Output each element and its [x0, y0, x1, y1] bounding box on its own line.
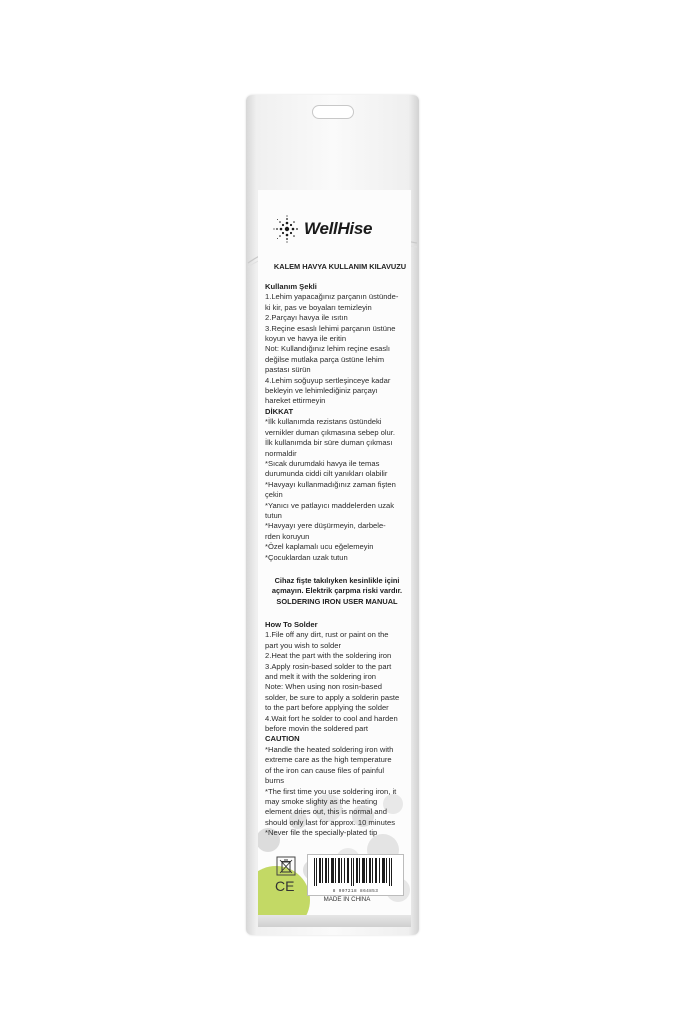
usage-line-tr: 2.Parçayı havya ile ısıtın	[265, 313, 348, 323]
usage-line-en: 3.Apply rosin-based solder to the part	[265, 661, 392, 671]
usage-line-tr: bekleyin ve lehimlediğiniz parçayı	[265, 386, 378, 396]
usage-line-en: 4.Wait fort he solder to cool and harden	[265, 713, 398, 723]
caution-line-en: *The first time you use soldering iron, it	[265, 786, 397, 796]
usage-line-tr: 1.Lehim yapacağınız parçanın üstünde-	[265, 292, 399, 302]
usage-section-tr	[265, 282, 413, 563]
usage-line-en: before movin the soldered part	[265, 724, 368, 734]
usage-line-en: solder, be sure to apply a solderin paste	[265, 692, 400, 702]
notice-line: açmayın. Elektrik çarpma riski vardır.	[271, 586, 403, 596]
warning-line-tr: rden koruyun	[265, 531, 310, 541]
brand-logo	[272, 212, 412, 246]
warning-line-tr: vernikler duman çıkmasına sebep olur.	[265, 427, 396, 437]
caution-line-en: burns	[265, 776, 284, 786]
caution-line-en: of the iron can cause files of painful	[265, 765, 385, 775]
usage-line-tr: 3.Reçine esaslı lehimi parçanın üstüne	[265, 323, 396, 333]
barcode-bars	[308, 855, 403, 887]
caution-line-en: *Handle the heated soldering iron with	[265, 744, 394, 754]
caution-line-en: extreme care as the high temperature	[265, 755, 392, 765]
usage-line-tr: değilse mutlaka parça üstüne lehim	[265, 354, 385, 364]
caution-line-en: should only last for approx. 10 minutes	[265, 817, 396, 827]
warning-line-tr: *Havyayı yere düşürmeyin, darbele-	[265, 521, 386, 531]
usage-line-tr: koyun ve havya ile eritin	[265, 334, 347, 344]
bottom-strip	[258, 915, 411, 927]
barcode-number: 8 907218 864853	[332, 889, 379, 894]
usage-heading-en: How To Solder	[265, 620, 318, 629]
usage-line-tr: pastası sürün	[265, 365, 311, 375]
warning-heading-tr: DİKKAT	[265, 406, 294, 416]
manual-title-en: SOLDERING IRON USER MANUAL	[276, 596, 398, 606]
usage-line-tr: Not: Kullandığınız lehim reçine esaslı	[265, 344, 390, 354]
warning-line-tr: *Havyayı kullanmadığınız zaman fişten	[265, 479, 396, 489]
usage-line-en: 1.File off any dirt, rust or paint on the	[265, 630, 389, 640]
warning-line-tr: çekin	[265, 490, 283, 500]
caution-line-en: element dries out, this is normal and	[265, 807, 387, 817]
warning-line-tr: normaldir	[265, 448, 297, 458]
barcode	[307, 854, 404, 896]
usage-line-en: to the part before applying the solder	[265, 703, 389, 713]
warning-line-tr: tutun	[265, 510, 282, 520]
manual-title-tr: KALEM HAVYA KULLANIM KILAVUZU	[273, 262, 407, 271]
weee-bin-icon	[276, 856, 296, 876]
warning-line-tr: *İlk kullanımda rezistans üstündeki	[265, 417, 382, 427]
ce-mark-icon: CE	[275, 878, 295, 894]
usage-section-en	[265, 620, 413, 839]
warning-line-tr: *Özel kaplamalı ucu eğelemeyin	[265, 542, 374, 552]
electric-warning-notice	[262, 576, 412, 607]
usage-line-tr: hareket ettirmeyin	[265, 396, 326, 406]
hang-hole	[312, 105, 354, 119]
caution-heading-en: CAUTION	[265, 734, 300, 744]
brand-name: WellHise	[304, 219, 373, 238]
usage-heading-tr: Kullanım Şekli	[265, 282, 317, 291]
made-in-label: MADE IN CHINA	[323, 896, 371, 903]
usage-line-en: and melt it with the soldering iron	[265, 672, 377, 682]
warning-line-tr: İlk kullanımda bir süre duman çıkması	[265, 438, 393, 448]
warning-line-tr: *Yanıcı ve patlayıcı maddelerden uzak	[265, 500, 395, 510]
usage-line-en: Note: When using non rosin-based	[265, 682, 382, 692]
usage-line-en: part you wish to solder	[265, 640, 341, 650]
starburst-logo-icon	[272, 214, 302, 244]
usage-line-tr: 4.Lehim soğuyup sertleşinceye kadar	[265, 375, 391, 385]
caution-line-en: may smoke slighty as the heating	[265, 796, 378, 806]
warning-line-tr: durumunda ciddi cilt yanıkları olabilir	[265, 469, 388, 479]
usage-line-en: 2.Heat the part with the soldering iron	[265, 651, 392, 661]
warning-line-tr: *Çocuklardan uzak tutun	[265, 552, 348, 562]
usage-line-tr: ki kir, pas ve boyaları temizleyin	[265, 302, 372, 312]
caution-line-en: *Never file the specially-plated tip	[265, 828, 378, 838]
notice-line: Cihaz fişte takılıyken kesinlikle içini	[274, 576, 400, 585]
warning-line-tr: *Sıcak durumdaki havya ile temas	[265, 458, 380, 468]
